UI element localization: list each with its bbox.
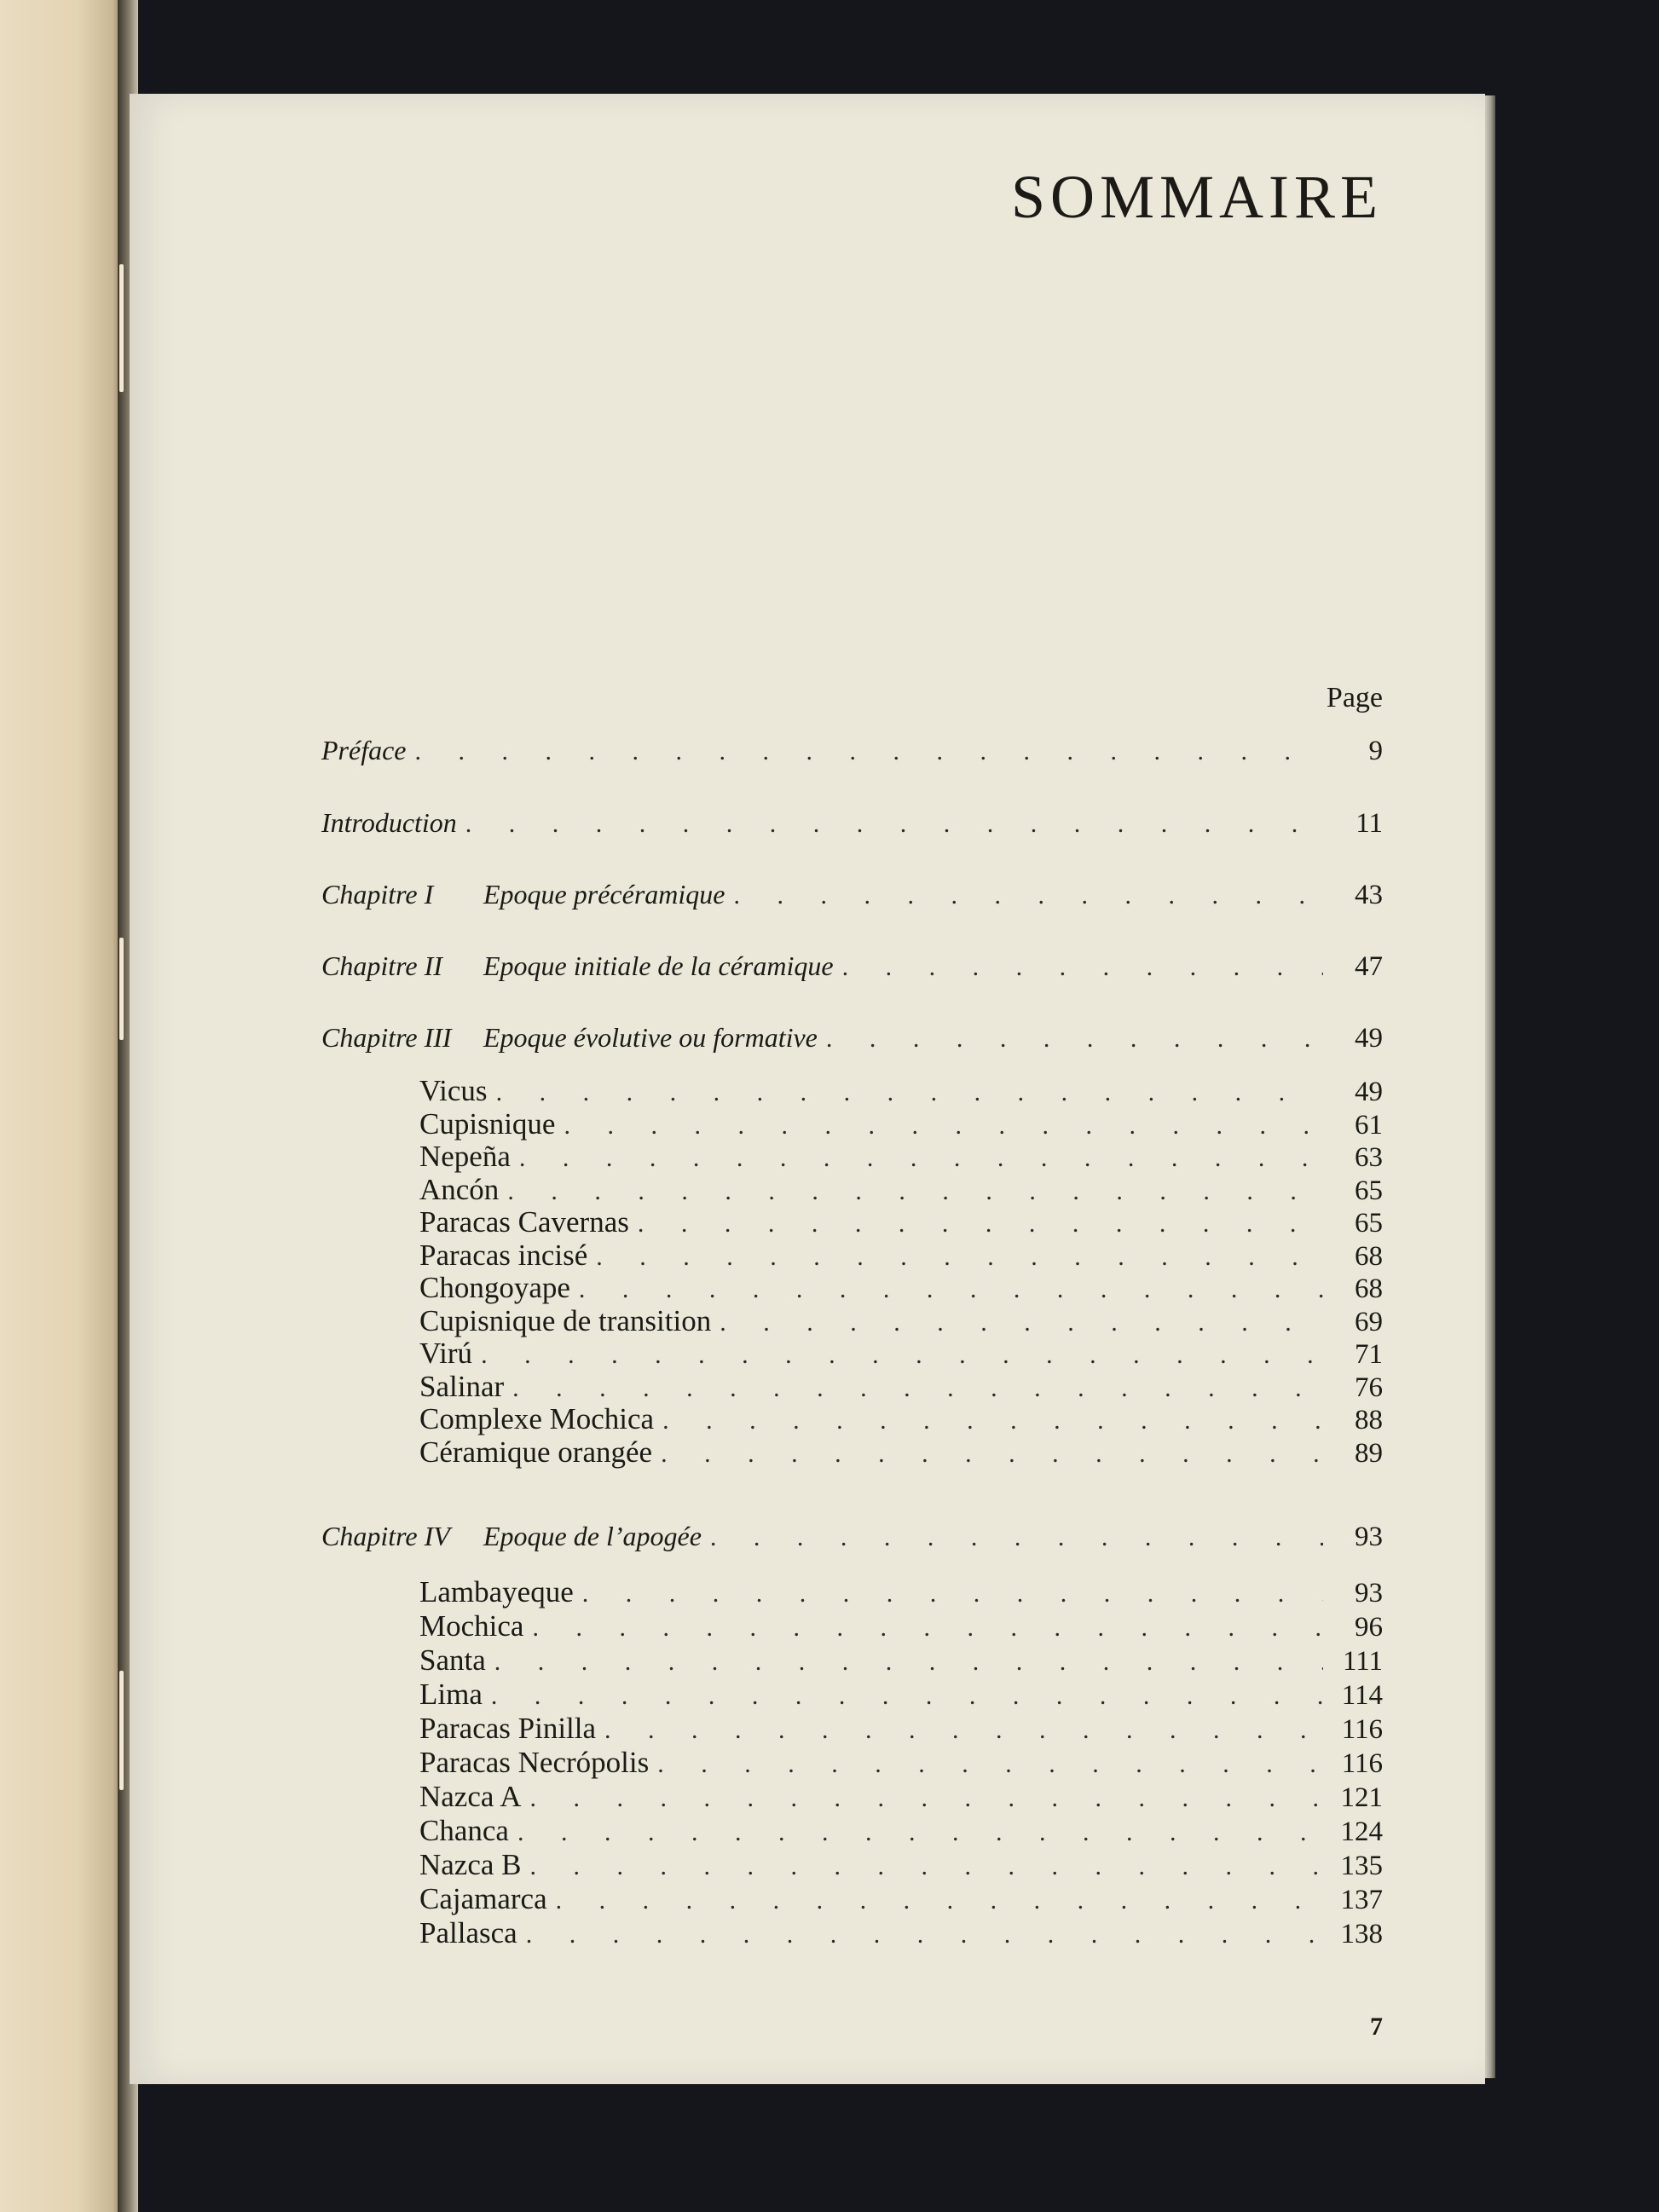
toc-chapter-3[interactable] — [321, 1022, 1383, 1060]
toc-subentry[interactable] — [419, 1173, 1383, 1210]
subentry-page: 121 — [1340, 1782, 1383, 1813]
chapter-title: Epoque précéramique — [483, 879, 725, 910]
page-title: SOMMAIRE — [1010, 163, 1383, 231]
toc-subentry[interactable] — [419, 1370, 1383, 1407]
chapter-number: Chapitre IV — [321, 1521, 450, 1551]
leader-dots — [661, 1440, 1323, 1469]
toc-entry-introduction[interactable] — [321, 807, 1383, 845]
subentry-label: Virú — [419, 1337, 473, 1370]
chapter-title: Epoque évolutive ou formative — [483, 1022, 818, 1053]
toc-chapter-4[interactable] — [321, 1521, 1383, 1558]
leader-dots — [530, 1852, 1323, 1881]
chapter-page: 47 — [1355, 951, 1383, 982]
page-edge — [1485, 95, 1495, 2078]
subentry-page: 111 — [1342, 1646, 1383, 1677]
toc-entry-page: 9 — [1368, 736, 1383, 766]
leader-dots — [657, 1750, 1323, 1779]
subentry-label: Nazca A — [419, 1780, 522, 1813]
leader-dots — [491, 1682, 1323, 1711]
toc-subentry[interactable] — [419, 1205, 1383, 1243]
subentry-label: Paracas Necrópolis — [419, 1746, 650, 1779]
leader-dots — [530, 1784, 1323, 1813]
toc-subentry[interactable] — [419, 1140, 1383, 1177]
leader-dots — [494, 1648, 1323, 1677]
toc-subentry[interactable] — [419, 1814, 1383, 1851]
toc-subentry[interactable] — [419, 1712, 1383, 1749]
toc-subentry[interactable] — [419, 1304, 1383, 1342]
subentry-label: Cupisnique de transition — [419, 1303, 712, 1337]
leader-dots — [512, 1374, 1323, 1403]
subentry-label: Nepeña — [419, 1140, 511, 1173]
leader-dots — [662, 1406, 1323, 1435]
subentry-page: 89 — [1355, 1437, 1383, 1469]
subentry-page: 138 — [1340, 1919, 1383, 1949]
subentry-label: Pallasca — [419, 1916, 517, 1949]
toc-entry-preface[interactable] — [321, 735, 1383, 772]
subentry-page: 76 — [1355, 1372, 1383, 1403]
toc-entry-page: 11 — [1356, 808, 1383, 839]
toc-subentry[interactable] — [419, 1746, 1383, 1783]
leader-dots — [596, 1243, 1323, 1272]
book-page — [130, 94, 1485, 2084]
page-folio: 7 — [1370, 2013, 1383, 2041]
leader-dots — [842, 953, 1323, 982]
chapter-number: Chapitre II — [321, 950, 442, 981]
subentry-page: 65 — [1355, 1208, 1383, 1239]
toc-subentry[interactable] — [419, 1074, 1383, 1112]
toc-subentry[interactable] — [419, 1916, 1383, 1954]
subentry-page: 69 — [1355, 1306, 1383, 1337]
subentry-label: Chongoyape — [419, 1271, 570, 1304]
subentry-label: Vicus — [419, 1074, 488, 1107]
subentry-page: 96 — [1355, 1612, 1383, 1643]
leader-dots — [564, 1112, 1323, 1141]
leader-dots — [826, 1025, 1323, 1054]
subentry-label: Complexe Mochica — [419, 1402, 655, 1435]
leader-dots — [556, 1886, 1323, 1915]
leader-dots — [604, 1716, 1323, 1745]
toc-subentry[interactable] — [419, 1780, 1383, 1817]
chapter-number: Chapitre I — [321, 879, 434, 910]
subentry-page: 49 — [1355, 1077, 1383, 1107]
leader-dots — [519, 1144, 1323, 1173]
leader-dots — [481, 1341, 1323, 1370]
leader-dots — [733, 881, 1323, 910]
toc-subentry[interactable] — [419, 1402, 1383, 1440]
toc-subentry[interactable] — [419, 1882, 1383, 1920]
subentry-page: 65 — [1355, 1175, 1383, 1206]
leader-dots — [517, 1818, 1323, 1847]
chapter-title: Epoque de l’apogée — [483, 1521, 702, 1551]
subentry-page: 116 — [1341, 1714, 1383, 1745]
subentry-page: 135 — [1340, 1851, 1383, 1881]
binding-stitch — [119, 1671, 124, 1790]
toc-subentry[interactable] — [419, 1575, 1383, 1613]
subentry-page: 61 — [1355, 1109, 1383, 1141]
subentry-label: Paracas incisé — [419, 1238, 588, 1272]
subentry-label: Paracas Cavernas — [419, 1205, 629, 1239]
page-column-label: Page — [1326, 682, 1383, 713]
leader-dots — [496, 1078, 1323, 1107]
subentry-page: 116 — [1341, 1748, 1383, 1779]
leader-dots — [720, 1308, 1323, 1337]
leader-dots — [532, 1614, 1323, 1643]
leader-dots — [507, 1177, 1323, 1206]
toc-subentry[interactable] — [419, 1609, 1383, 1647]
left-page — [0, 0, 128, 2212]
leader-dots — [415, 737, 1324, 766]
toc-subentry[interactable] — [419, 1848, 1383, 1886]
subentry-page: 137 — [1340, 1885, 1383, 1915]
binding-stitch — [119, 264, 124, 392]
subentry-label: Céramique orangée — [419, 1435, 653, 1469]
subentry-page: 63 — [1355, 1142, 1383, 1173]
toc-chapter-2[interactable] — [321, 950, 1383, 988]
subentry-label: Mochica — [419, 1609, 524, 1643]
binding-stitch — [119, 938, 124, 1040]
toc-subentry[interactable] — [419, 1337, 1383, 1374]
chapter-page: 43 — [1355, 880, 1383, 910]
table-of-contents — [130, 94, 1485, 2084]
toc-subentry[interactable] — [419, 1239, 1383, 1276]
subentry-label: Santa — [419, 1643, 486, 1677]
leader-dots — [579, 1275, 1323, 1304]
subentry-page: 114 — [1341, 1680, 1383, 1711]
subentry-page: 88 — [1355, 1405, 1383, 1435]
toc-subentry[interactable] — [419, 1435, 1383, 1473]
toc-subentry[interactable] — [419, 1271, 1383, 1308]
chapter-title: Epoque initiale de la céramique — [483, 950, 834, 981]
subentry-label: Nazca B — [419, 1848, 522, 1881]
subentry-page: 68 — [1355, 1273, 1383, 1304]
subentry-label: Salinar — [419, 1369, 505, 1403]
leader-dots — [710, 1523, 1323, 1552]
leader-dots — [465, 810, 1323, 839]
toc-chapter-1[interactable] — [321, 879, 1383, 916]
subentry-label: Chanca — [419, 1814, 509, 1847]
toc-entry-label: Introduction — [321, 807, 457, 838]
subentry-label: Cajamarca — [419, 1882, 547, 1915]
subentry-label: Paracas Pinilla — [419, 1712, 597, 1745]
subentry-label: Ancón — [419, 1172, 500, 1206]
toc-entry-label: Préface — [321, 735, 407, 765]
chapter-page: 93 — [1355, 1522, 1383, 1552]
leader-dots — [638, 1210, 1323, 1239]
toc-subentry[interactable] — [419, 1678, 1383, 1715]
subentry-label: Lambayeque — [419, 1575, 574, 1608]
toc-subentry[interactable] — [419, 1107, 1383, 1145]
chapter-page: 49 — [1355, 1023, 1383, 1054]
leader-dots — [582, 1580, 1323, 1608]
toc-subentry[interactable] — [419, 1643, 1383, 1681]
subentry-label: Lima — [419, 1678, 483, 1711]
subentry-page: 68 — [1355, 1240, 1383, 1272]
subentry-page: 124 — [1340, 1816, 1383, 1847]
subentry-page: 71 — [1355, 1339, 1383, 1370]
subentry-page: 93 — [1355, 1578, 1383, 1608]
leader-dots — [526, 1920, 1323, 1949]
chapter-number: Chapitre III — [321, 1022, 452, 1053]
subentry-label: Cupisnique — [419, 1106, 556, 1141]
